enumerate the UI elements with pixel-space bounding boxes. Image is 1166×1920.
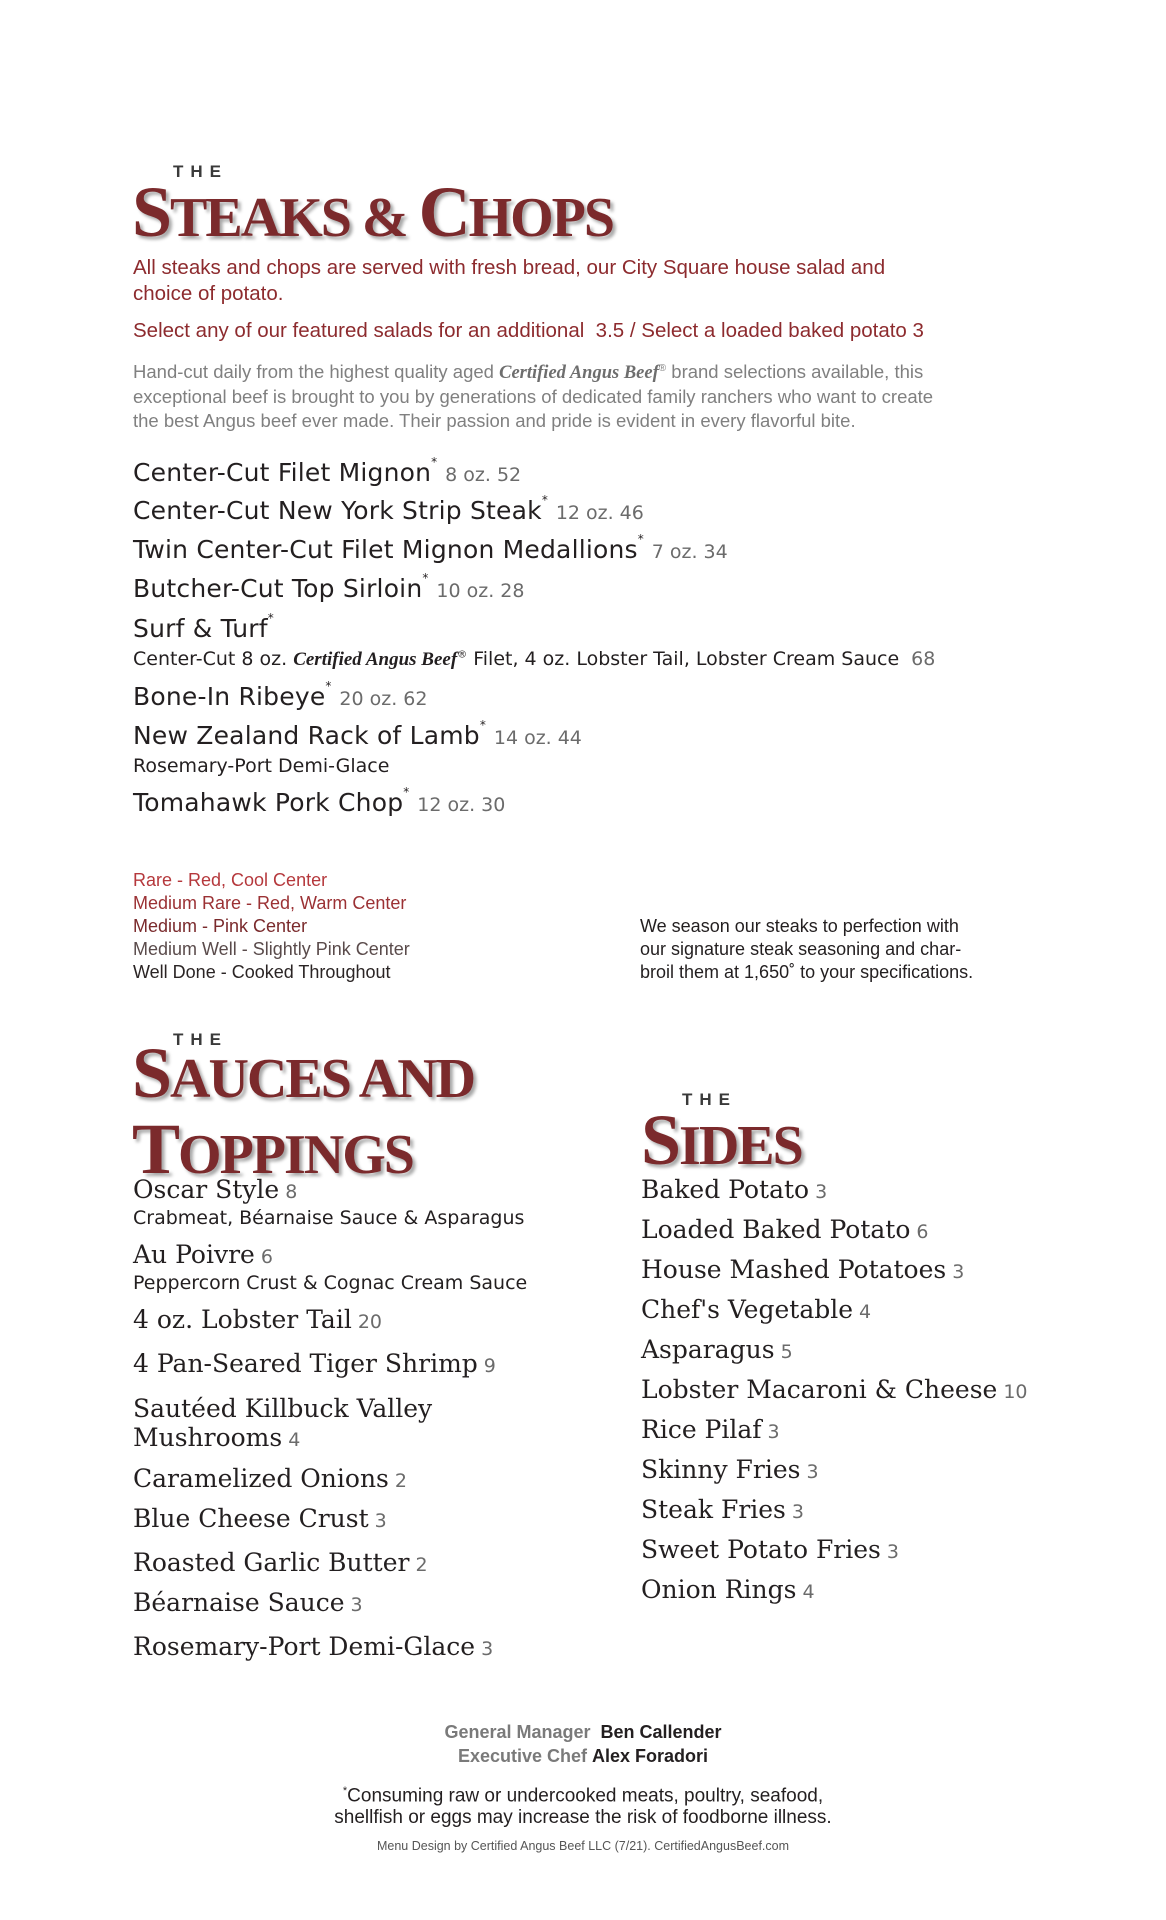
steaks-the-label: THE [173,162,228,181]
side-item-name: Asparagus [641,1335,775,1364]
warning-text1: Consuming raw or undercooked meats, poultry, seafood, [347,1785,824,1807]
raw-warning-star: * [267,611,274,625]
steak-item-price: 46 [619,502,644,524]
steak-item-size: 20 oz. [339,688,398,710]
sauce-item-name: Blue Cheese Crust [133,1504,369,1533]
temp-well-done: Well Done - Cooked Throughout [133,962,391,982]
raw-warning-star: * [431,455,438,469]
steaks-title-amp: & [349,187,419,249]
side-item-name: Sweet Potato Fries [641,1535,881,1564]
sauce-item-price: 3 [350,1594,363,1616]
side-item-name: House Mashed Potatoes [641,1255,947,1284]
raw-warning-star: * [403,785,410,799]
sauce-item-price: 6 [260,1246,273,1268]
steak-item-ribeye [133,679,428,711]
steak-item-price: 28 [500,580,525,602]
temp-medium-rare: Medium Rare - Red, Warm Center [133,893,407,913]
steak-item-price: 44 [557,727,582,749]
sauce-item-price: 8 [285,1181,298,1203]
steak-item-name: Surf & Turf [133,614,268,643]
sauce-item-price: 3 [374,1510,387,1532]
side-item-price: 3 [806,1461,819,1483]
side-item-name: Loaded Baked Potato [641,1215,911,1244]
steak-item-name: Bone-In Ribeye [133,682,326,711]
side-item-vegetable [641,1295,871,1324]
seasoning-line2: our signature steak seasoning and char- [640,939,962,959]
side-item-rice-pilaf [641,1415,780,1444]
side-item-name: Baked Potato [641,1175,810,1204]
side-item-mashed [641,1255,964,1284]
surf-turf-price: 68 [911,648,936,670]
sauce-item-name: Mushrooms [133,1423,283,1452]
gm-label: General Manager [444,1722,591,1742]
side-item-price: 5 [780,1341,793,1363]
side-item-baked-potato [641,1175,827,1204]
surf-turf-sub-post: Filet, 4 oz. Lobster Tail, Lobster Cream Sauce [467,648,900,670]
steaks-note-reg: ® [658,363,667,374]
sides-title-cap: S [641,1100,680,1180]
sauce-item-name: Sautéed Killbuck Valley [133,1394,433,1423]
steak-item-price: 30 [481,794,506,816]
side-item-price: 4 [802,1581,815,1603]
sauce-item-price: 3 [481,1638,494,1660]
steaks-note-pre: Hand-cut daily from the highest quality aged [133,361,500,383]
sauces-title-rest1: AUCES AND [170,1048,475,1110]
sauce-item-price: 9 [483,1355,496,1377]
sauce-item-name: Rosemary-Port Demi-Glace [133,1632,476,1661]
steak-item-name: Butcher-Cut Top Sirloin [133,574,423,603]
sauce-item-shrimp [133,1349,496,1378]
temp-rare: Rare - Red, Cool Center [133,870,328,890]
surf-turf-description [133,648,935,671]
sauce-item-price: 2 [415,1554,428,1576]
raw-warning-star: * [541,493,548,507]
sauce-item-name: Roasted Garlic Butter [133,1548,410,1577]
steaks-intro-addon: Select any of our featured salads for an additional 3.5 / Select a loaded baked potato 3 [133,319,924,342]
sauce-item-oscar [133,1175,297,1204]
general-manager-credit [0,1722,1166,1743]
surf-turf-sub-pre: Center-Cut 8 oz. [133,648,294,670]
sauces-title-cap1: S [132,1033,171,1113]
steak-item-name: Center-Cut New York Strip Steak [133,496,542,525]
sauce-item-garlic-butter [133,1548,428,1577]
side-item-name: Chef's Vegetable [641,1295,854,1324]
steak-item-surf-turf [133,611,274,643]
raw-warning-star: * [325,679,332,693]
steaks-intro-line1: All steaks and chops are served with fresh bread, our City Square house salad and [133,256,886,279]
steak-item-price: 62 [403,688,428,710]
sauces-the-label: THE [173,1030,228,1049]
side-item-price: 3 [952,1261,965,1283]
steaks-note-line3: the best Angus beef ever made. Their passion and pride is evident in every flavorful bite. [133,410,856,432]
warning-star: * [342,1785,348,1797]
side-item-price: 3 [815,1181,828,1203]
side-item-price: 3 [791,1501,804,1523]
sauce-item-name: Oscar Style [133,1175,280,1204]
warning-line1 [0,1780,1166,1807]
steaks-note-line1 [133,357,933,385]
sides-title [641,1100,802,1180]
side-item-price: 3 [886,1541,899,1563]
sauce-item-price: 4 [288,1429,301,1451]
sauce-item-name: Caramelized Onions [133,1464,389,1493]
lamb-description: Rosemary-Port Demi-Glace [133,755,390,777]
steaks-title-rest1: TEAKS [170,187,350,249]
chef-name: Alex Foradori [592,1746,709,1766]
temperature-guide [133,869,410,984]
sauce-item-au-poivre-desc: Peppercorn Crust & Cognac Cream Sauce [133,1272,528,1294]
side-item-name: Onion Rings [641,1575,797,1604]
seasoning-line1: We season our steaks to perfection with [640,916,959,936]
sauce-item-oscar-desc: Crabmeat, Béarnaise Sauce & Asparagus [133,1207,525,1229]
sauce-item-name: Béarnaise Sauce [133,1588,345,1617]
surf-turf-sub-reg: ® [457,649,468,661]
side-item-price: 3 [767,1421,780,1443]
temp-medium-well: Medium Well - Slightly Pink Center [133,939,410,959]
sauce-item-name: Au Poivre [133,1240,255,1269]
side-item-name: Skinny Fries [641,1455,801,1484]
steaks-title-cap2: C [418,172,469,252]
raw-warning-star: * [637,532,644,546]
sauce-item-demi-glace [133,1632,493,1661]
steaks-note-post: brand selections available, this [666,361,924,383]
design-credit: Menu Design by Certified Angus Beef LLC (7/21). CertifiedAngusBeef.com [376,1839,790,1853]
seasoning-note [640,915,973,984]
steaks-title-cap1: S [132,172,171,252]
steak-item-name: New Zealand Rack of Lamb [133,721,480,750]
gm-name: Ben Callender [600,1722,722,1742]
sauce-item-price: 2 [394,1470,407,1492]
side-item-asparagus [641,1335,793,1364]
sauce-item-name: 4 Pan-Seared Tiger Shrimp [133,1349,478,1378]
steak-item-size: 14 oz. [493,727,552,749]
executive-chef-credit [0,1746,1166,1767]
steak-item-size: 10 oz. [436,580,495,602]
sauce-item-mushrooms-line2 [133,1423,300,1452]
steak-item-size: 12 oz. [555,502,614,524]
sides-the-label: THE [682,1090,737,1109]
steak-item-size: 12 oz. [417,794,476,816]
raw-warning-star: * [479,718,486,732]
steaks-title [132,172,614,252]
side-item-steak-fries [641,1495,804,1524]
steak-item-name: Tomahawk Pork Chop [133,788,404,817]
steaks-note-brand: Certified Angus Beef [499,363,659,384]
side-item-name: Rice Pilaf [641,1415,762,1444]
side-item-name: Lobster Macaroni & Cheese [641,1375,998,1404]
steak-item-lamb [133,718,582,750]
sides-title-rest: IDES [679,1115,802,1177]
steak-item-name: Twin Center-Cut Filet Mignon Medallions [133,535,638,564]
steak-item-sirloin [133,571,525,603]
steak-item-price: 34 [703,541,728,563]
side-item-price: 6 [916,1221,929,1243]
steaks-note-line2: exceptional beef is brought to you by generations of dedicated family ranchers who want to create [133,386,934,408]
side-item-name: Steak Fries [641,1495,786,1524]
sauce-item-price: 20 [357,1311,383,1333]
chef-label: Executive Chef [457,1746,587,1766]
sauce-item-name: 4 oz. Lobster Tail [133,1305,352,1334]
side-item-price: 10 [1003,1381,1028,1403]
sauces-title-cap2: T [132,1109,179,1189]
surf-turf-sub-brand: Certified Angus Beef [293,649,458,670]
side-item-price: 4 [859,1301,872,1323]
steaks-title-rest2: HOPS [468,187,614,249]
side-item-loaded-potato [641,1215,928,1244]
sauce-item-blue-cheese [133,1504,387,1533]
side-item-onion-rings [641,1575,815,1604]
side-item-skinny-fries [641,1455,819,1484]
sauce-item-lobster-tail [133,1305,382,1334]
side-item-mac-cheese [641,1375,1028,1404]
steak-item-strip [133,493,644,525]
steak-item-medallions [133,532,728,564]
side-item-sweet-fries [641,1535,899,1564]
sauce-item-onions [133,1464,407,1493]
raw-warning-star: * [422,571,429,585]
sauces-title-rest2: OPPINGS [178,1124,413,1186]
steak-item-name: Center-Cut Filet Mignon [133,458,432,487]
steak-item-price: 52 [496,464,522,486]
sauce-item-au-poivre [133,1240,273,1269]
seasoning-line3: broil them at 1,650˚ to your specifications. [640,962,974,982]
food-safety-warning [0,1780,1166,1829]
steaks-intro [133,255,885,307]
sauce-item-mushrooms [133,1394,432,1423]
steaks-note [133,357,933,433]
sauce-item-bearnaise [133,1588,363,1617]
steak-item-filet [133,455,522,487]
steak-item-size: 8 oz. [445,464,491,486]
steaks-intro-line2: choice of potato. [133,282,284,305]
steak-item-pork-chop [133,785,506,817]
steak-item-size: 7 oz. [651,541,698,563]
warning-line2: shellfish or eggs may increase the risk of foodborne illness. [334,1807,832,1829]
temp-medium: Medium - Pink Center [133,916,308,936]
